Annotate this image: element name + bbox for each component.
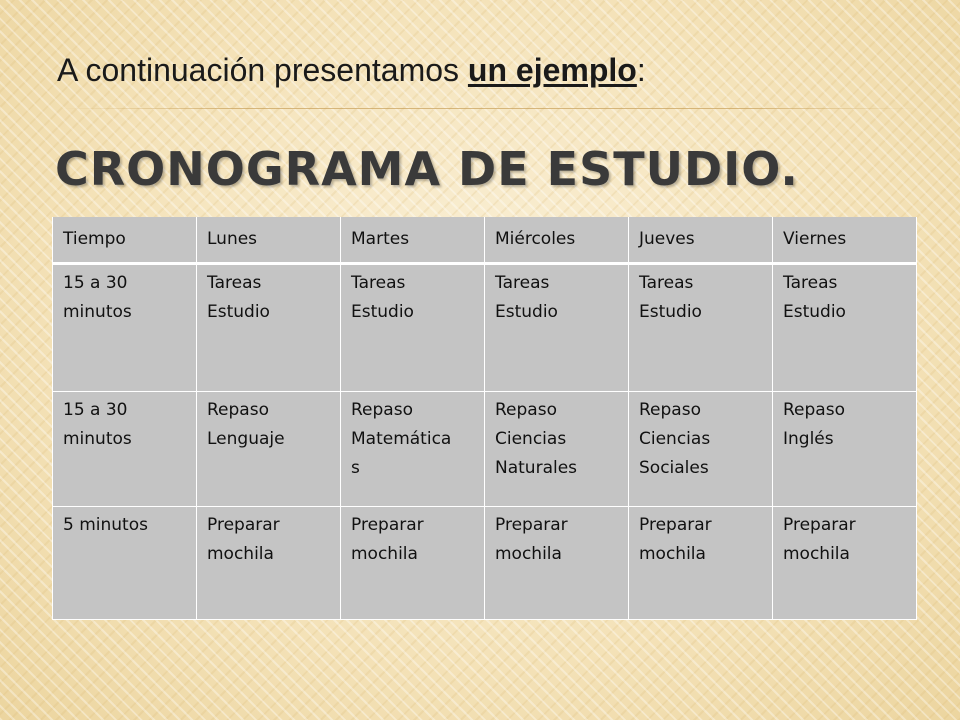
table-cell bbox=[773, 506, 917, 619]
cell-line: Preparar bbox=[351, 514, 424, 535]
cell-line: Tareas bbox=[207, 272, 262, 293]
header-miercoles: Miércoles bbox=[485, 217, 629, 263]
cell-line: Tareas bbox=[495, 272, 550, 293]
cell-line: Estudio bbox=[207, 301, 270, 322]
header-martes: Martes bbox=[341, 217, 485, 263]
cell-line: Repaso bbox=[207, 399, 269, 420]
cell-line: Matemática bbox=[351, 428, 452, 449]
cell-line: Repaso bbox=[783, 399, 845, 420]
cell-line: mochila bbox=[207, 543, 274, 564]
cell-line: Tareas bbox=[351, 272, 406, 293]
cell-line: Preparar bbox=[495, 514, 568, 535]
table-row bbox=[53, 506, 917, 619]
cell-line: Tareas bbox=[639, 272, 694, 293]
cell-line: Inglés bbox=[783, 428, 834, 449]
cell-line: Estudio bbox=[351, 301, 414, 322]
cell-line: mochila bbox=[639, 543, 706, 564]
table-cell bbox=[341, 263, 485, 391]
cell-line: 15 a 30 bbox=[63, 272, 128, 293]
cell-line: Preparar bbox=[639, 514, 712, 535]
cell-line: Repaso bbox=[351, 399, 413, 420]
table-cell bbox=[485, 391, 629, 506]
cell-line: Repaso bbox=[495, 399, 557, 420]
page-title: CRONOGRAMA DE ESTUDIO. bbox=[55, 142, 799, 196]
table-cell bbox=[197, 263, 341, 391]
cell-line: Preparar bbox=[783, 514, 856, 535]
table-header-row bbox=[53, 217, 917, 263]
table-cell bbox=[341, 391, 485, 506]
cell-line: mochila bbox=[351, 543, 418, 564]
table-cell bbox=[629, 506, 773, 619]
table-cell bbox=[773, 263, 917, 391]
cell-line: minutos bbox=[63, 428, 132, 449]
cell-line: mochila bbox=[495, 543, 562, 564]
table-cell bbox=[197, 506, 341, 619]
header-lunes: Lunes bbox=[197, 217, 341, 263]
table-cell bbox=[197, 391, 341, 506]
table-cell bbox=[485, 506, 629, 619]
header-viernes: Viernes bbox=[773, 217, 917, 263]
cell-line: Estudio bbox=[639, 301, 702, 322]
cell-line: Naturales bbox=[495, 457, 578, 478]
table-cell bbox=[53, 263, 197, 391]
cell-line: Ciencias bbox=[495, 428, 567, 449]
cell-line: Repaso bbox=[639, 399, 701, 420]
cell-line: Lenguaje bbox=[207, 428, 285, 449]
example-link[interactable]: un ejemplo bbox=[467, 52, 637, 88]
cell-line: Estudio bbox=[783, 301, 846, 322]
table-cell bbox=[773, 391, 917, 506]
intro-prefix: A continuación presentamos bbox=[57, 52, 468, 88]
header-jueves: Jueves bbox=[629, 217, 773, 263]
header-tiempo: Tiempo bbox=[53, 217, 197, 263]
intro-text bbox=[57, 52, 646, 89]
cell-line: Estudio bbox=[495, 301, 558, 322]
table-cell bbox=[53, 391, 197, 506]
table-cell bbox=[629, 391, 773, 506]
cell-line: Sociales bbox=[639, 457, 709, 478]
intro-suffix: : bbox=[636, 52, 646, 88]
header-divider bbox=[60, 108, 920, 109]
cell-line: 15 a 30 bbox=[63, 399, 128, 420]
cell-line: mochila bbox=[783, 543, 850, 564]
study-schedule-table bbox=[52, 217, 917, 620]
cell-line: Ciencias bbox=[639, 428, 711, 449]
table-cell bbox=[53, 506, 197, 619]
table-row bbox=[53, 263, 917, 391]
cell-line: 5 minutos bbox=[63, 514, 148, 535]
table-row bbox=[53, 391, 917, 506]
cell-line: minutos bbox=[63, 301, 132, 322]
cell-line: Preparar bbox=[207, 514, 280, 535]
table-cell bbox=[341, 506, 485, 619]
cell-line: s bbox=[351, 457, 360, 478]
table-cell bbox=[629, 263, 773, 391]
cell-line: Tareas bbox=[783, 272, 838, 293]
table-cell bbox=[485, 263, 629, 391]
